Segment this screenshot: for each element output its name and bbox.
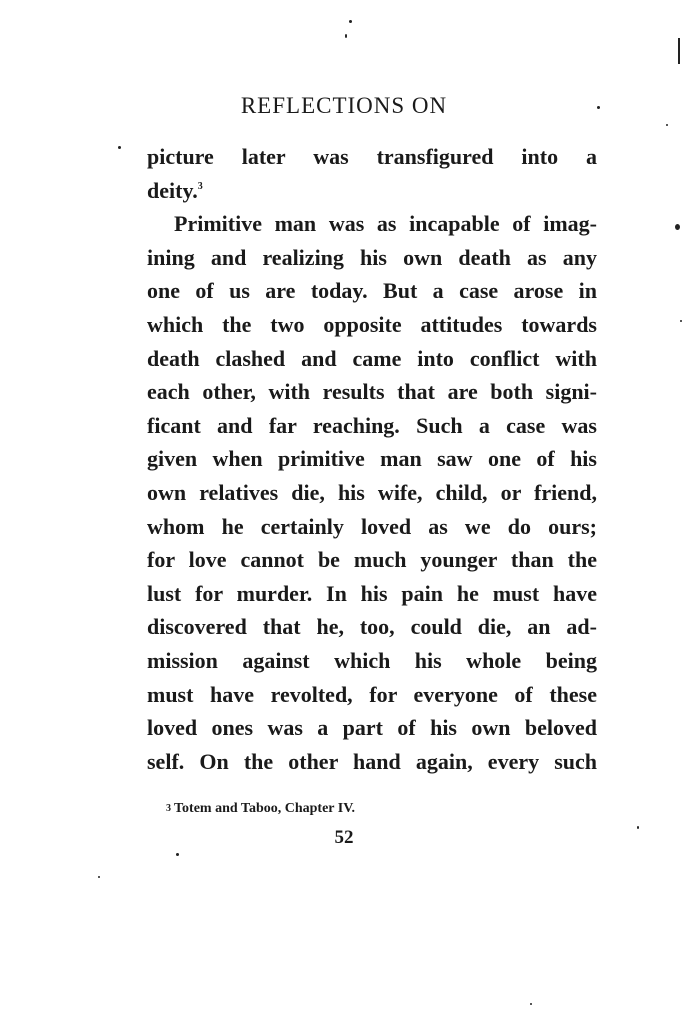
- footnote-mark: 3: [166, 803, 171, 814]
- footnote-text: Totem and Taboo, Chapter IV.: [174, 801, 356, 816]
- text-segment: own relatives die, his wife, child, or friend,: [147, 479, 597, 505]
- text-line: [147, 745, 597, 779]
- scan-speck: [345, 34, 347, 38]
- scan-speck: [349, 20, 352, 23]
- text-line: [147, 308, 597, 342]
- text-line: [147, 409, 597, 443]
- text-segment: which the two opposite attitudes towards: [147, 311, 597, 337]
- text-segment: ficant and far reaching. Such a case was: [147, 412, 597, 438]
- running-header: REFLECTIONS ON: [240, 93, 448, 118]
- text-segment: each other, with results that are both signi-: [147, 379, 597, 405]
- text-line: [147, 476, 597, 510]
- text-line: [147, 610, 597, 644]
- text-segment: self. On the other hand again, every such: [147, 748, 597, 774]
- text-segment: death clashed and came into conflict with: [147, 345, 597, 371]
- text-segment: must have revolted, for everyone of these: [147, 681, 597, 707]
- text-segment: given when primitive man saw one of his: [147, 446, 597, 472]
- text-segment: one of us are today. But a case arose in: [147, 278, 597, 304]
- text-segment: loved ones was a part of his own beloved: [147, 715, 597, 741]
- scan-speck: [118, 146, 121, 149]
- page-number: 52: [334, 827, 354, 848]
- text-segment: discovered that he, too, could die, an ad-: [147, 614, 597, 640]
- text-segment: deity.: [147, 177, 198, 203]
- text-segment: whom he certainly loved as we do ours;: [147, 513, 597, 539]
- scan-speck: [637, 826, 639, 829]
- text-line: [147, 174, 597, 208]
- scan-edge-mark: [678, 38, 680, 64]
- scan-speck: [530, 1003, 532, 1005]
- footnote-reference: 3: [197, 180, 203, 192]
- text-segment: ining and realizing his own death as any: [147, 244, 597, 270]
- scan-speck: [675, 224, 680, 230]
- text-segment: Primitive man was as incapable of imag-: [174, 211, 597, 237]
- text-line: [147, 577, 597, 611]
- text-line: [147, 644, 597, 678]
- text-line: [147, 140, 597, 174]
- text-line: [147, 543, 597, 577]
- footnote: [166, 800, 355, 818]
- text-line: [147, 510, 597, 544]
- text-line: [147, 442, 597, 476]
- scan-speck: [597, 106, 600, 109]
- text-segment: for love cannot be much younger than the: [147, 547, 597, 573]
- text-line: [147, 678, 597, 712]
- scan-speck: [680, 320, 682, 322]
- text-line: [147, 241, 597, 275]
- text-line: [147, 274, 597, 308]
- text-line: [147, 207, 597, 241]
- scan-speck: [176, 853, 179, 856]
- body-text: [147, 140, 597, 778]
- text-line: [147, 711, 597, 745]
- text-segment: lust for murder. In his pain he must have: [147, 580, 597, 606]
- text-line: [147, 342, 597, 376]
- text-segment: mission against which his whole being: [147, 647, 597, 673]
- text-line: [147, 375, 597, 409]
- scan-speck: [98, 876, 100, 878]
- text-segment: picture later was transfigured into a: [147, 144, 597, 169]
- scan-speck: [666, 124, 668, 126]
